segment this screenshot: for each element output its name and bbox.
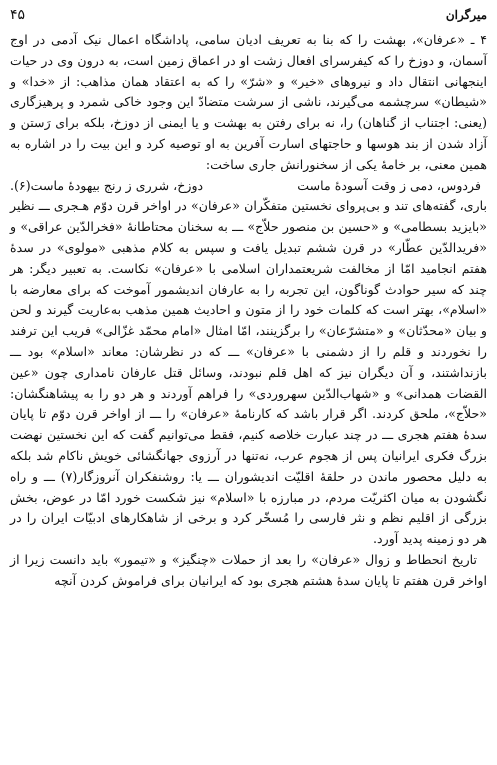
verse-couplet xyxy=(10,176,487,197)
page-body xyxy=(10,30,487,592)
paragraph-history-of-erfan: باری، گفته‌های تند و بی‌پروای نخستین متفکّران «عرفان» در اواخر قرن دوّم هـجری ـــ نظیر «بایزید بسطامی» و «حسین بن منصور حلاّج» ـــ به سخنان محتاطانهٔ «فخرالدّین عراقی» و «فریدالدّین عطّار» در قرن ششم تبدیل یافت و سپس به کلام مذهبی «مولوی» در سدهٔ هفتم انجامید امّا از مخالفت شریعتمداران اسلامی با «عرفان» نکاست. به تعبیر دیگر: هر چند که سیر حوادث گوناگون، این تجربه را به عارفان اندیشمور آموخت که برای معارضه با «اسلام»، بهتر است که کلمات خود را از متون و احادیث همین مذهب به‌عاریت گیرند و لحن و بیان «محدّثان» و «متشرّعان» را برگزینند، امّا امثال «امام محمّد غزّالی» فریب این ترفند را نخوردند و قلم را از دشمنی با «عرفان» ـــ که در نظرشان: معاند «اسلام» بود ـــ بازنداشتند، و آن دیگران نیز که اهل قلم نبودند، وسائل قتل عارفان نامداری چون «عین القضات همدانی» و «شهاب‌الدّین سهروردی» را فراهم آوردند و هر دو را به پیشاهنگشان: «حلاّج»، ملحق کردند. اگر قرار باشد که کارنامهٔ «عرفان» را ـــ از اواخر قرن دوّم تا پایان سدهٔ هفتم هجری ـــ در چند عبارت خلاصه کنیم، فقط می‌توانیم گفت که این نخستین نهضت بزرگ فکری ایرانیان پس از هجوم عرب، نه‌تنها در آرزوی جهانگشائی خویش ناکام شد بلکه به دلیل محصور ماندن در حلقهٔ اقلیّت اندیشوران ـــ یا: روشنفکران آنروزگار(۷) ـــ و راه نگشودن به میان اکثریّت مردم، در مبارزه با «اسلام» نیز شکست خورد امّا در عوض، بخش بزرگی از اقلیم نظم و نثر فارسی را مُسخّر کرد و برخی از شاهکارهای ادبیّات ایران را در هر دو زمینه پدید آورد. xyxy=(10,198,487,547)
page-number: ۴۵ xyxy=(10,7,26,23)
note-4-paragraph: ۴ ـ «عرفان»، بهشت را که بنا به تعریف ادیان سامی، پاداشگاه اعمال نیک آدمی در اوج آسمان، و دوزخ را که کیفرسرای افعال زشت او در اعماق زمین است، به درون وی در حیات اینجهانی انتقال داد و نیروهای «خیر» و «شرّ» را که به اعتقاد همان مذاهب: از «خدا» و «شیطان» سرچشمه می‌گیرند، ناشی از سرشت متضادّ این وجود خاکی شمرد و پرهیزگاری (یعنی: اجتناب از گناهان) را، نه برای رفتن به بهشت و یا ایمنی از دوزخ، بلکه برای رَستن و آزاد شدن از بند هوسها و حاجتهای اسارت آفرین به او توصیه کرد و این بیت را در اشاره به همین معنی، بر خامهٔ یکی از سخنورانش جاری ساخت: xyxy=(10,32,487,172)
paragraph-decline-of-erfan: تاریخ انحطاط و زوال «عرفان» را بعد از حملات «چنگیز» و «تیمور» باید دانست زیرا از اواخر قرن هفتم تا پایان سدهٔ هشتم هجری بود که ایرانیان برای فراموش کردن آنچه xyxy=(10,551,487,588)
page-header xyxy=(10,6,487,24)
running-head: میرگران xyxy=(445,8,487,22)
verse-first-hemistich: فردوس، دمی ز وقت آسودهٔ ماست xyxy=(297,177,481,193)
verse-second-hemistich: دوزخ، شرری ز رنج بیهودهٔ ماست(۶). xyxy=(10,177,204,193)
